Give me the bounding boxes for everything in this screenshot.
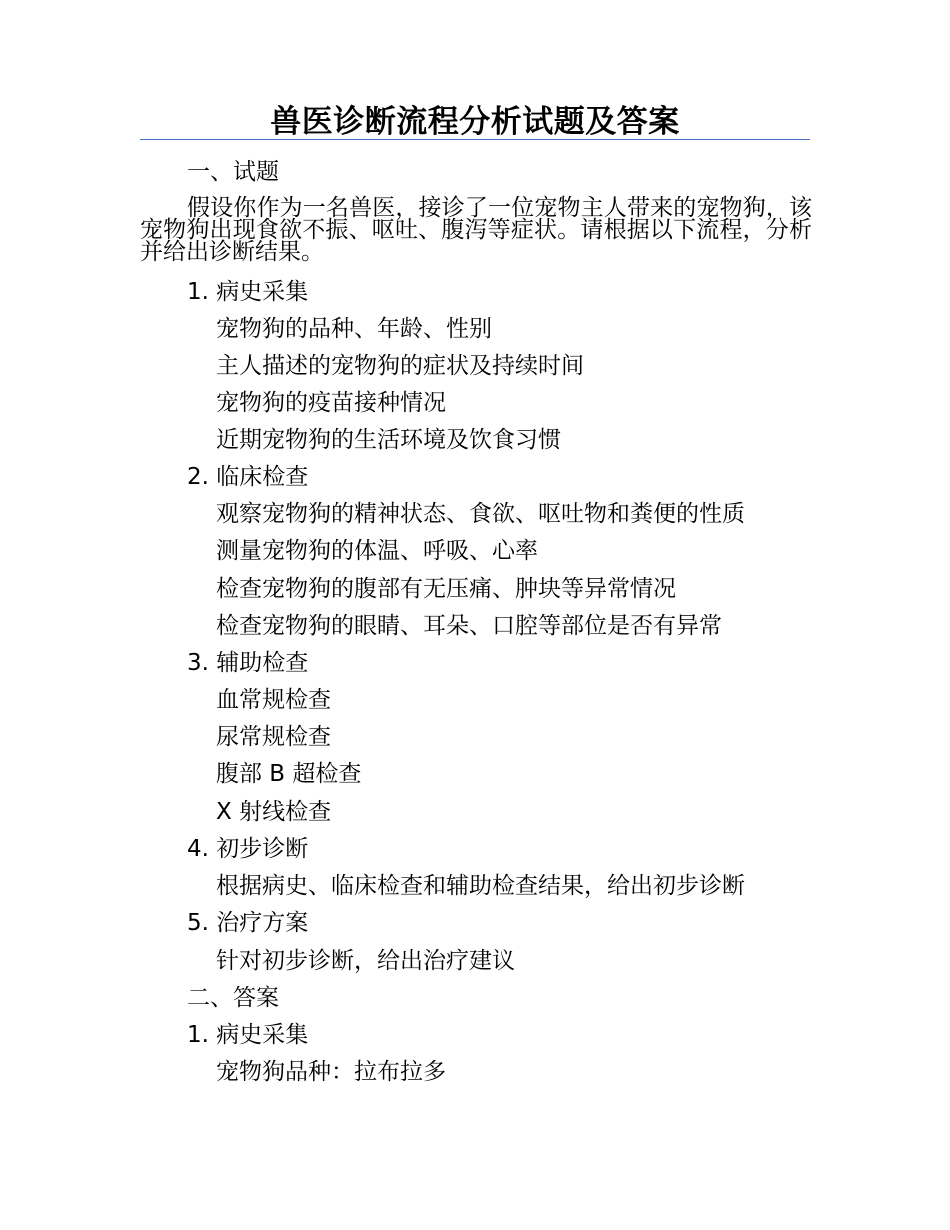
- a1-item: 宠物狗品种：拉布拉多: [216, 1059, 446, 1085]
- q3-item: 血常规检查: [216, 687, 331, 713]
- q3-item: X 射线检查: [216, 799, 332, 825]
- a1-heading: 1. 病史采集: [187, 1022, 309, 1048]
- q1-item: 宠物狗的品种、年龄、性别: [216, 316, 492, 342]
- q2-item: 观察宠物狗的精神状态、食欲、呕吐物和粪便的性质: [216, 501, 745, 527]
- q4-item: 根据病史、临床检查和辅助检查结果，给出初步诊断: [216, 873, 745, 899]
- q1-item: 近期宠物狗的生活环境及饮食习惯: [216, 427, 561, 453]
- document-title: 兽医诊断流程分析试题及答案: [270, 104, 680, 140]
- section-heading-answers: 二、答案: [187, 985, 279, 1011]
- title-underline: [140, 139, 810, 140]
- q3-heading: 3. 辅助检查: [187, 650, 309, 676]
- q1-item: 主人描述的宠物狗的症状及持续时间: [216, 353, 584, 379]
- q2-item: 测量宠物狗的体温、呼吸、心率: [216, 538, 538, 564]
- section-heading-questions: 一、试题: [187, 159, 279, 185]
- q5-item: 针对初步诊断，给出治疗建议: [216, 948, 515, 974]
- q3-item: 尿常规检查: [216, 724, 331, 750]
- intro-paragraph: 假设你作为一名兽医，接诊了一位宠物主人带来的宠物狗，该宠物狗出现食欲不振、呕吐、腹泻等症状。请根据以下流程，分析并给出诊断结果。: [140, 195, 812, 265]
- q2-heading: 2. 临床检查: [187, 464, 309, 490]
- q2-item: 检查宠物狗的腹部有无压痛、肿块等异常情况: [216, 576, 676, 602]
- q3-item: 腹部 B 超检查: [216, 761, 362, 787]
- q2-item: 检查宠物狗的眼睛、耳朵、口腔等部位是否有异常: [216, 613, 722, 639]
- q1-heading: 1. 病史采集: [187, 279, 309, 305]
- q4-heading: 4. 初步诊断: [187, 836, 309, 862]
- q5-heading: 5. 治疗方案: [187, 910, 309, 936]
- q1-item: 宠物狗的疫苗接种情况: [216, 390, 446, 416]
